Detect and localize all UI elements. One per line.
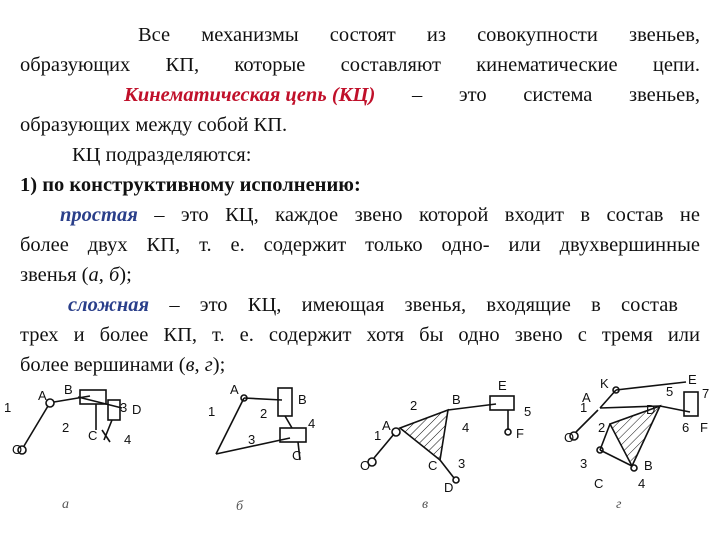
joint-A bbox=[392, 428, 400, 436]
caption-a: а bbox=[62, 497, 69, 512]
link-3 bbox=[616, 382, 686, 390]
paragraph-6-line-1 bbox=[20, 290, 700, 320]
label-O: O bbox=[360, 458, 371, 473]
text-fragment: звенья ( bbox=[20, 264, 89, 286]
label-B: B bbox=[64, 382, 73, 397]
link-1 bbox=[24, 406, 48, 446]
link-2-triangle bbox=[400, 410, 448, 460]
paragraph-2-line-1 bbox=[20, 80, 700, 110]
label-2: 2 bbox=[260, 406, 268, 421]
label-5: 5 bbox=[524, 404, 532, 419]
caption-c: в bbox=[422, 497, 429, 512]
link-4 bbox=[440, 460, 454, 478]
label-A: A bbox=[582, 390, 591, 405]
label-A: A bbox=[38, 388, 47, 403]
paragraph-5-line-2: более двух КП, т. е. содержит только одно- или двухвершинные bbox=[20, 234, 700, 256]
paragraph-6-rest: – это КЦ, имеющая звенья, входящие в состав bbox=[149, 294, 678, 316]
paragraph-5-line-3 bbox=[20, 260, 700, 290]
figure-ref-d: г bbox=[204, 354, 213, 376]
label-A: A bbox=[230, 382, 239, 397]
caption-d: г bbox=[616, 497, 622, 512]
label-F: F bbox=[516, 426, 524, 441]
joint-B bbox=[631, 465, 637, 471]
paragraph-1-line-1: Все механизмы состоят из совокупности звеньев, bbox=[138, 24, 700, 46]
label-2: 2 bbox=[598, 420, 606, 435]
paragraph-5-rest: – это КЦ, каждое звено которой входит в состав не bbox=[137, 204, 700, 226]
slider-D bbox=[108, 400, 120, 420]
link-2 bbox=[244, 398, 282, 400]
label-E: E bbox=[688, 372, 697, 387]
slider-E bbox=[684, 392, 698, 416]
slider-B bbox=[278, 388, 292, 416]
term-complex: сложная bbox=[68, 294, 150, 316]
label-6: 6 bbox=[682, 420, 690, 435]
label-3: 3 bbox=[120, 400, 128, 415]
label-C: C bbox=[594, 476, 604, 491]
paragraph-3: КЦ подразделяются: bbox=[72, 144, 252, 166]
label-F: F bbox=[700, 420, 708, 435]
label-K: K bbox=[600, 376, 609, 391]
label-3: 3 bbox=[248, 432, 256, 447]
joint-D bbox=[453, 477, 459, 483]
paragraph-5-line-1 bbox=[20, 200, 700, 230]
link-5 bbox=[660, 406, 690, 412]
label-B: B bbox=[298, 392, 307, 407]
link-4 bbox=[285, 416, 292, 428]
text-fragment: , bbox=[194, 354, 205, 376]
figure-ref-c: в bbox=[185, 354, 195, 376]
text-fragment: , bbox=[98, 264, 109, 286]
paragraph-2-line-2: образующих между собой КП. bbox=[20, 114, 288, 136]
label-B: B bbox=[452, 392, 461, 407]
label-O: O bbox=[12, 442, 23, 457]
label-5: 5 bbox=[666, 384, 674, 399]
link-4b bbox=[102, 430, 110, 442]
label-4: 4 bbox=[124, 432, 132, 447]
label-1: 1 bbox=[374, 428, 382, 443]
figure-a bbox=[18, 390, 122, 454]
label-1: 1 bbox=[580, 400, 588, 415]
link-1 bbox=[216, 398, 244, 454]
label-2: 2 bbox=[62, 420, 70, 435]
label-4: 4 bbox=[638, 476, 646, 491]
label-D: D bbox=[444, 480, 454, 495]
label-4: 4 bbox=[308, 416, 316, 431]
kinematic-chain-figures bbox=[0, 370, 720, 540]
link-4 bbox=[104, 420, 112, 440]
paragraph-4-heading: 1) по конструктивному исполнению: bbox=[20, 174, 361, 196]
label-B: B bbox=[644, 458, 653, 473]
text-fragment: ); bbox=[212, 354, 226, 376]
caption-b: б bbox=[236, 499, 244, 514]
label-O: O bbox=[564, 430, 575, 445]
slider-E bbox=[490, 396, 514, 410]
figure-ref-a: а bbox=[88, 264, 99, 286]
label-1: 1 bbox=[4, 400, 12, 415]
label-C: C bbox=[292, 448, 302, 463]
label-C: C bbox=[428, 458, 438, 473]
label-D: D bbox=[646, 402, 656, 417]
figures-row bbox=[0, 370, 720, 540]
figure-ref-b: б bbox=[108, 264, 120, 286]
paragraph-1-line-2: образующих КП, которые составляют кинематические цепи. bbox=[20, 54, 700, 76]
label-E: E bbox=[498, 378, 507, 393]
paragraph-2-rest: – это система звеньев, bbox=[375, 84, 700, 106]
link-3 bbox=[78, 397, 122, 408]
label-C: C bbox=[88, 428, 98, 443]
paragraph-6-line-2: трех и более КП, т. е. содержит хотя бы одно звено с тремя или bbox=[20, 324, 700, 346]
label-7: 7 bbox=[702, 386, 710, 401]
lecture-text bbox=[20, 20, 700, 380]
label-3: 3 bbox=[580, 456, 588, 471]
figure-b-labels bbox=[208, 382, 315, 514]
label-3: 3 bbox=[458, 456, 466, 471]
label-A: A bbox=[382, 418, 391, 433]
label-1: 1 bbox=[208, 404, 216, 419]
figure-c bbox=[368, 396, 514, 483]
text-fragment: более вершинами ( bbox=[20, 354, 186, 376]
text-fragment: ); bbox=[119, 264, 132, 286]
label-2: 2 bbox=[410, 398, 418, 413]
label-D: D bbox=[132, 402, 142, 417]
joint-A bbox=[46, 399, 54, 407]
term-simple: простая bbox=[60, 204, 138, 226]
term-kinematic-chain: Кинематическая цепь (КЦ) bbox=[124, 84, 376, 106]
label-4: 4 bbox=[462, 420, 470, 435]
